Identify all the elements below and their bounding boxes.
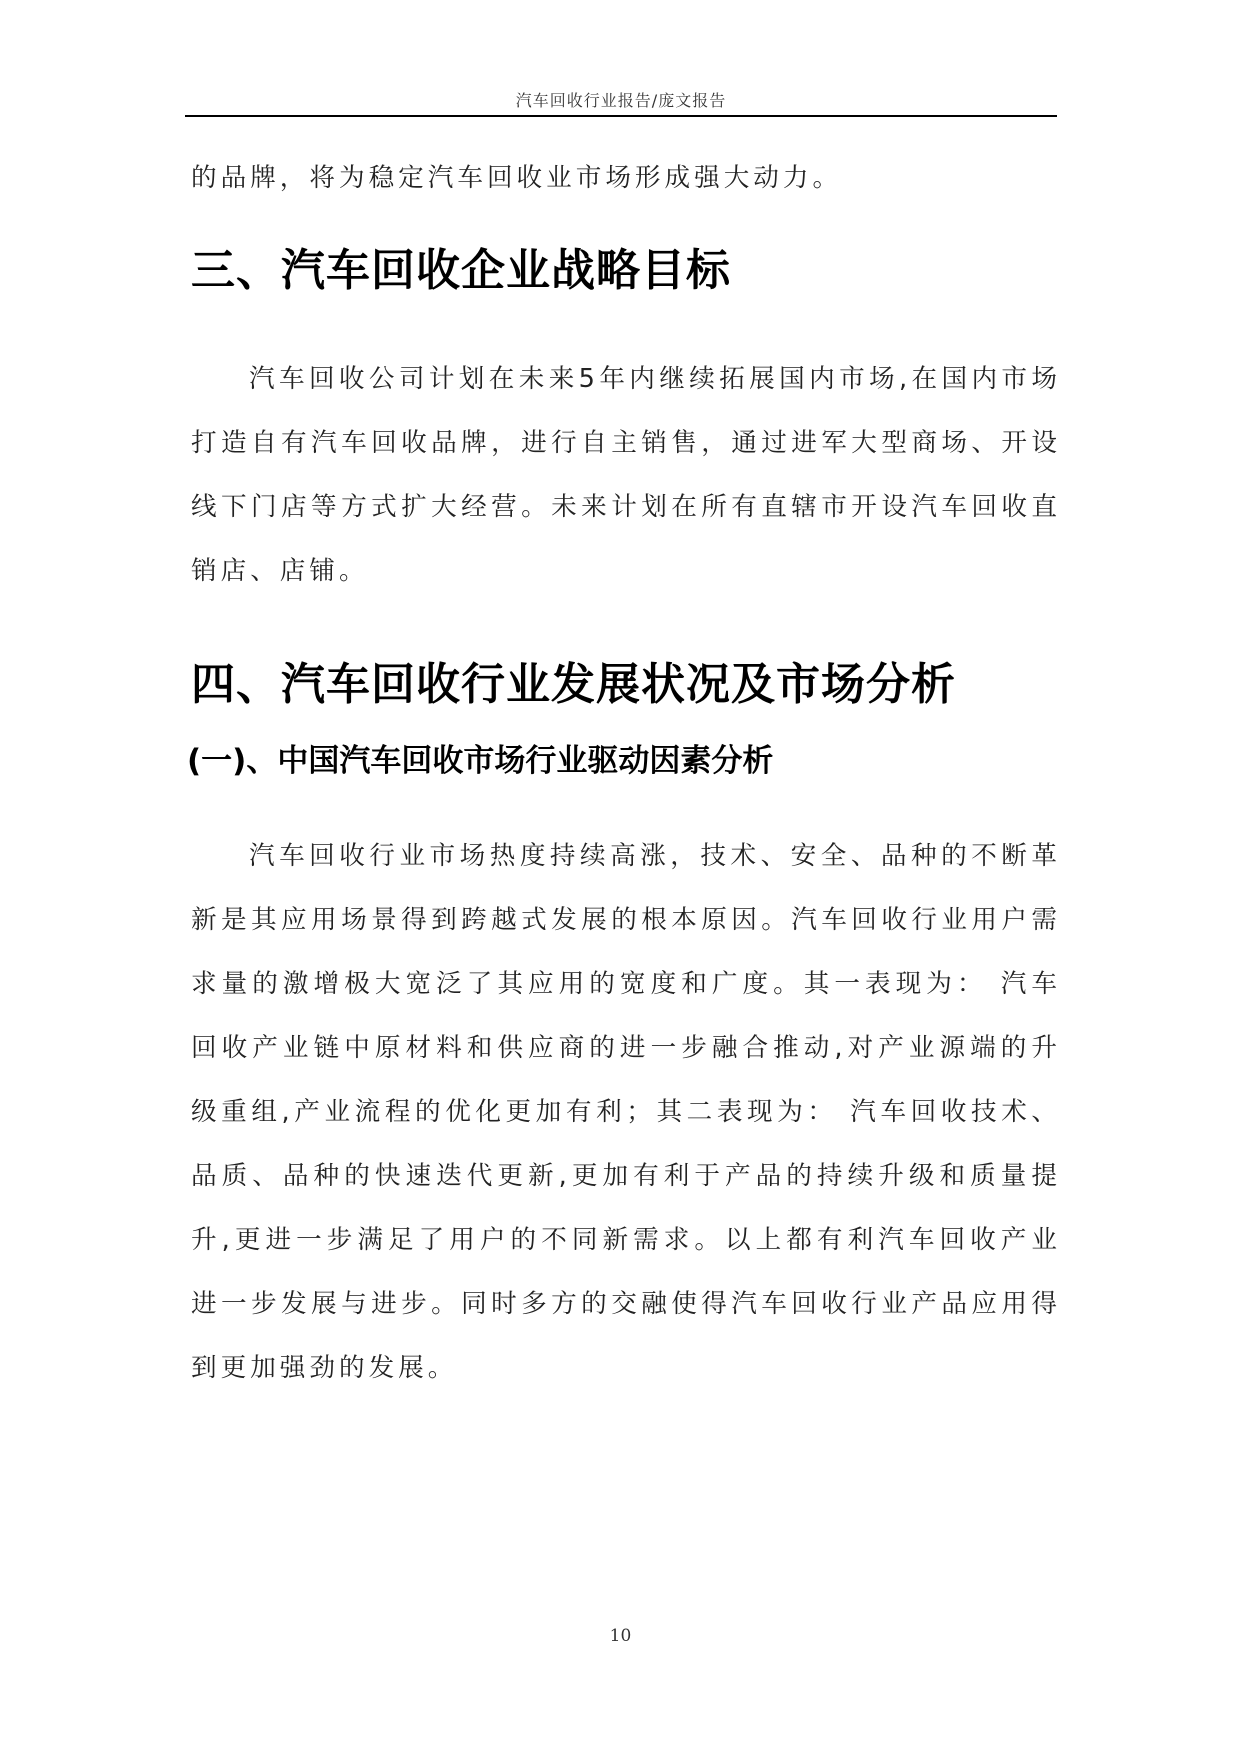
subsection-4-1-paragraph: 汽车回收行业市场热度持续高涨，技术、安全、品种的不断革新是其应用场景得到跨越式发展的根本原因。汽车回收行业用户需求量的激增极大宽泛了其应用的宽度和广度。其一表现为： 汽车回收产业链中原材料和供应商的进一步融合推动,对产业源端的升级重组,产业流程的优化更加有利；其二表现为： 汽车回收技术、品质、品种的快速迭代更新,更加有利于产品的持续升级和质量提升,更进一步满足了用户的不同新需求。以上都有利汽车回收产业进一步发展与进步。同时多方的交融使得汽车回收行业产品应用得到更加强劲的发展。: [191, 841, 1061, 1383]
section-4-heading: 四、汽车回收行业发展状况及市场分析: [191, 659, 956, 710]
continuation-paragraph: 的品牌，将为稳定汽车回收业市场形成强大动力。: [191, 163, 843, 193]
subsection-4-1-heading: (一)、中国汽车回收市场行业驱动因素分析: [187, 743, 774, 779]
section-3-paragraph: 汽车回收公司计划在未来5年内继续拓展国内市场,在国内市场打造自有汽车回收品牌，进行自主销售，通过进军大型商场、开设线下门店等方式扩大经营。未来计划在所有直辖市开设汽车回收直销店、店铺。: [191, 364, 1061, 586]
running-header-title: 汽车回收行业报告/庞文报告: [515, 91, 727, 110]
page-number: 10: [609, 1626, 632, 1646]
page-body: [187, 146, 1061, 1400]
section-3-heading: 三、汽车回收企业战略目标: [191, 245, 731, 296]
header-rule: [185, 115, 1057, 117]
